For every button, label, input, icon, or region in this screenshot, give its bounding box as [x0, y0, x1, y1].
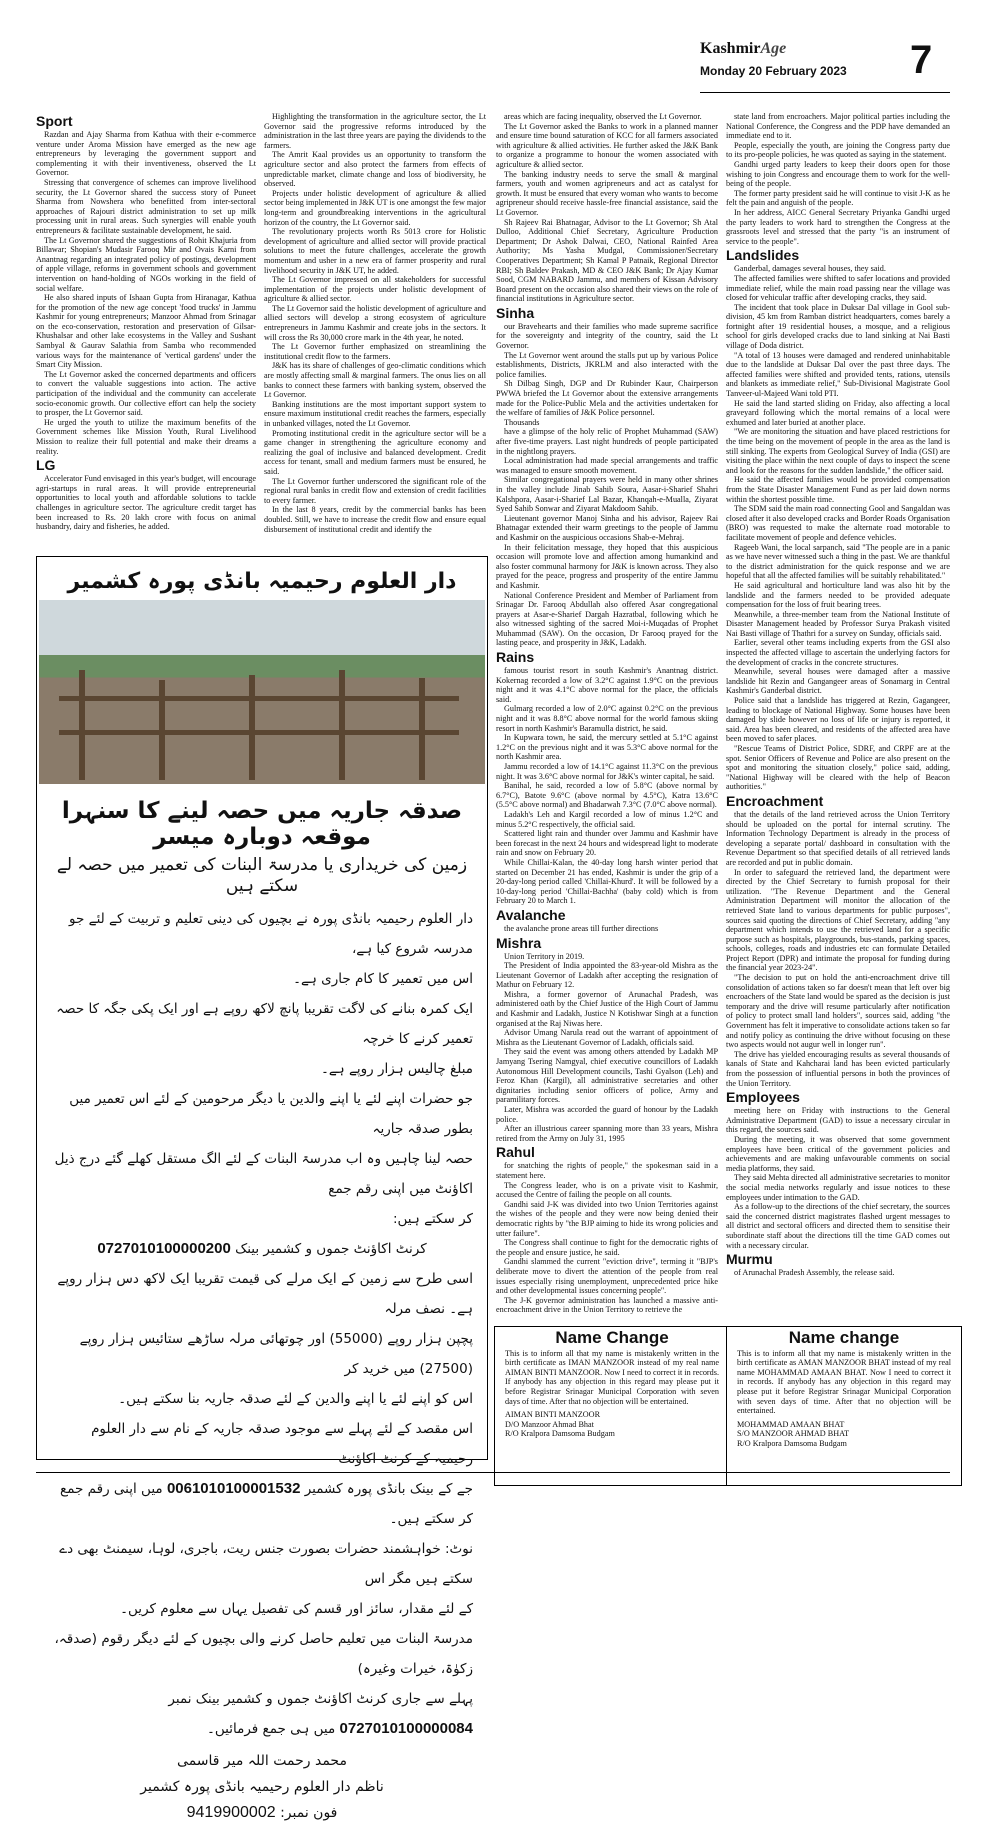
newspaper-logo: KashmirAge [700, 40, 787, 57]
paragraph: The Lt Governor went around the stalls put up by various Police establishments, Districts, JKRLM and also interacted with the police families. [496, 350, 718, 379]
photo-beam [59, 730, 459, 735]
article-column-2 [264, 112, 486, 552]
notice-body: This is to inform all that my name is mistakenly written in the birth certificate as IMAN MANZOOR instead of my real name AIMAN BINTI MANZOOR. Now I need to correct it in records. If anybody has any objection in this regard may please put it before Registrar Srinagar Municipal Corporation with seven days of time. After that no objection will be entertained. [505, 1348, 719, 1406]
signature-address: R/O Kralpora Damsoma Budgam [505, 1429, 615, 1439]
paragraph: Gandhi said J-K was divided into two Union Territories against the wishes of the people and they were now being denied their democratic rights by "the BJP aiming to hide its wrong policies and utter failure". [496, 1199, 718, 1238]
paragraph: Gandhi urged party leaders to keep their doors open for those wishing to join Congress and encourage them to work for the well-being of the people. [726, 159, 950, 189]
paragraph: The Amrit Kaal provides us an opportunity to transform the agriculture sector and also protect the farmers from effects of unpredictable market, climate change and loss of biodiversity, he observed. [264, 150, 486, 189]
paragraph: The former party president said he will continue to visit J-K as he felt the pain and anguish of the people. [726, 188, 950, 208]
paragraph: During the meeting, it was observed that some government employees have been critical of the government policies and achievements and are making unfavourable comments on social media platforms, they said. [726, 1134, 950, 1173]
ad-account-line [51, 1474, 473, 1534]
ad-text-line: پچپن ہزار روپے (55000) اور چوتھائی مرلہ ساڑھے ستائیس ہزار روپے (27500) میں خرید کر [79, 1331, 473, 1377]
paragraph: Mishra, a former governor of Arunachal Pradesh, was administered oath by the Chief Justice of the High Court of Jammu and Kashmir and Ladakh, Justice N Kotishwar Singh at a function organised at the Raj Niwas here. [496, 989, 718, 1028]
paragraph: Sh Dilbag Singh, DGP and Dr Rubinder Kaur, Chairperson PWWA briefed the Lt Governor about the extensive arrangements made for the Police-Public Mela and the activities undertaken for the welfare of families of J&K Police personnel. [496, 379, 718, 418]
paragraph: They said the event was among others attended by Ladakh MP Jamyang Tsering Namgyal, chief executive councillors of Ladakh Autonomous Hill Development councils, Tashi Gyalson (Leh) and Feroz Khan (Kargil), all administrative secretaries and other dignitaries including senior officers of police, Army and paramilitary forces. [496, 1047, 718, 1105]
paragraph: He urged the youth to utilize the maximum benefits of the Government schemes like Mission Youth, Rural Livelihood Mission to realize their full potential and make their dreams a reality. [36, 417, 256, 456]
paragraph: Promoting institutional credit in the agriculture sector will be a game changer in strengthening the agriculture economy and realizing the goal of inclusive and balanced development. Credit access for tenant, small and medium farmers must be ensured, he said. [264, 428, 486, 476]
ad-text-line: اس مقصد کے لئے پہلے سے موجود صدقہ جاریہ کے نام سے دار العلوم رحیمیہ کے کرنٹ اکاؤنٹ [91, 1421, 473, 1467]
construction-photo [39, 600, 485, 784]
paragraph: In her address, AICC General Secretary Priyanka Gandhi urged the party leaders to work hard to strengthen the Congress at the grassroots level and stressed that the party "is an instrument of service to the people". [726, 207, 950, 246]
paragraph: Similar congregational prayers were held in many other shrines in the valley include Jinab Sahib Soura, Aasar-i-Sharief Shahri Kalshpora, Aasar-i-Sharief Lal Bazar, Khanqah-e-Mualla, Ziyarat Syed Sahib Sonwar and Ziyarat Makdoom Sahib. [496, 475, 718, 514]
paragraph: He also shared inputs of Ishaan Gupta from Hiranagar, Kathua for the promotion of the new age concept 'food trucks' in Jammu Kashmir for young entrepreneurs; Manzoor Ahmad from Srinagar on the eco-conservation, restoration and preservation of Gilsar-Khushalsar and other lake ecosystems in the Valley and Sushant Sambyal & Gaurav Salathia from Samba who recommended various ways for the maintenance of 'vertical gardens' under the Smart City Mission. [36, 293, 256, 370]
ad-headline: صدقہ جاریہ میں حصہ لینے کا سنہرا موقعہ دوبارہ میسر [61, 798, 463, 850]
paragraph: Thousands [504, 417, 540, 427]
ad-account-line [51, 1684, 473, 1744]
paragraph: Razdan and Ajay Sharma from Kathua with their e-commerce venture under Aroma Mission have emerged as the new age entrepreneurs by leveraging the government support and complementing it with their inventiveness, observed the Lt Governor. [36, 130, 256, 178]
paragraph: Meanwhile, a three-member team from the National Institute of Disaster Management headed by Professor Surya Prakash visited Nai Basti village of Thathri for a survey on Sunday, officials said. [726, 609, 950, 638]
section-heading-mishra: Mishra [496, 934, 542, 951]
paragraph: our Bravehearts and their families who made supreme sacrifice for the sovereignty and integrity of the country, said the Lt Governor. [496, 321, 718, 351]
paragraph: The Lt Governor further emphasized on streamlining the institutional credit flow to the farmers. [264, 342, 486, 361]
ad-text-line: ایک کمرہ بنانے کی لاگت تقریبا پانچ لاکھ روپے ہے اور ایک پکی جگہ کا حصہ تعمیر کرنے کا خرچہ [56, 1001, 473, 1047]
ad-text-line: اسی طرح سے زمین کے ایک مرلے کی قیمت تقریبا ایک لاکھ دس ہزار روپے ہے۔ نصف مرلہ [57, 1271, 473, 1317]
photo-pillar [419, 678, 425, 780]
ad-text-line: دار العلوم رحیمیہ بانڈی پورہ نے بچیوں کی دینی تعلیم و تربیت کے لئے جو مدرسہ شروع کیا ہے، [69, 911, 473, 957]
paragraph: People, especially the youth, are joining the Congress party due to its pro-people policies, he was quoted as saying in the statement. [726, 140, 950, 160]
section-heading-rahul: Rahul [496, 1144, 535, 1161]
paragraph: Sh Rajeev Rai Bhatnagar, Advisor to the Lt Governor; Sh Atal Dulloo, Additional Chief Secretary, Agriculture Production Department; Dr Ashok Dalwai, CEO, National Rainfed Area Authority; Ms Yasha Mudgal, Commissioner/Secretary Cooperatives Department; Sh Kamal P Patnaik, Regional Director RBI; Sh Baldev Prakash, MD & CEO J&K Bank; Dr Ajay Kumar Sood, CGM NABARD Jammu, and members of Kissan Advisory Board present on the occasion also shared their views on the role of financial institutions in Agriculture sector. [496, 217, 718, 304]
paragraph: Gandhi slammed the current "eviction drive", terming it "BJP's deliberate move to divert the attention of the people from real issues especially rising unemployment, unprecedented price hike and other developmental issues concerning people". [496, 1257, 718, 1296]
section-heading-employees: Employees [726, 1089, 800, 1106]
article-column-4 [726, 112, 950, 1318]
notice-signature [505, 1410, 719, 1439]
paragraph: After an illustrious career spanning more than 33 years, Mishra retired from the Army on July 31, 1995 [496, 1124, 718, 1143]
paragraph: "A total of 13 houses were damaged and rendered uninhabitable due to the landslide at Duksar Dal over the past three days. The affected families were shifted and provided tents, rations, utensils and blankets as immediate relief," Sub-Divisional Magistrate Gool Tanveer-ul-Majeed Wani told PTI. [726, 350, 950, 399]
paragraph: the avalanche prone areas till further directions [504, 923, 659, 933]
paragraph: The revolutionary projects worth Rs 5013 crore for Holistic development of agriculture and allied sector will provide practical solutions to meet the future challenges, accelerate the growth momentum and usher in a new era of farmer prosperity and rural livelihood security in J&K UT, he added. [264, 227, 486, 275]
paragraph: famous tourist resort in south Kashmir's Anantnag district. Kokernag recorded a low of 3.2°C against 1.9°C on the previous night and it was 4.1°C above normal for the place, the officials said. [496, 666, 718, 704]
paragraph: areas which are facing inequality, observed the Lt Governor. [504, 112, 702, 121]
account-number: 0061010100001532 [166, 1480, 301, 1497]
paragraph: In their felicitation message, they hoped that this auspicious occasion will promote love and affection among humankind and also foster communal harmony for J&K is known across. They also prayed for the peace, progress and prosperity of the entire Jammu and Kashmir. [496, 542, 718, 590]
ad-text-fragment: جے کے بینک بانڈی پورہ کشمیر [304, 1481, 473, 1497]
paragraph: The Congress leader, who is on a private visit to Kashmir, accused the Centre of failing the people on all counts. [496, 1180, 718, 1200]
signature-address: R/O Kralpora Damsoma Budgam [737, 1438, 847, 1448]
paragraph: state land from encroachers. Major political parties including the National Conference, the Congress and the PDP have demanded an immediate end to it. [726, 112, 950, 141]
paragraph: They said Mehta directed all administrative secretaries to monitor the social media networks regularly and issue notices to these employees under intimation to the GAD. [726, 1173, 950, 1202]
paragraph: Rageeb Wani, the local sarpanch, said "The people are in a panic as we have never witnessed such a thing in the past. We are thankful to the district administration for the quick response and we are hopeful that all the affected families will be suitably rehabilitated." [726, 542, 950, 581]
section-heading-encroachment: Encroachment [726, 792, 824, 809]
ad-text-fragment: پہلے سے جاری کرنٹ اکاؤنٹ جموں و کشمیر بینک نمبر [168, 1691, 473, 1707]
paragraph: Jammu recorded a low of 14.1°C against 11.3°C on the previous night. It was 3.6°C above normal for J&K's winter capital, he said. [496, 762, 718, 781]
name-change-notice-2 [726, 1326, 962, 1486]
paragraph: He said the affected families would be provided compensation from the State Disaster Management Fund as per laid down norms within the shortest possible time. [726, 475, 950, 504]
paragraph: have a glimpse of the holy relic of Prophet Muhammad (SAW) after five-time prayers. Last night hundreds of people participated in the nightlong prayers. [496, 427, 718, 456]
ad-text-line: کے لئے مقدار، سائز اور قسم کی تفصیل یہاں سے معلوم کریں۔ [120, 1601, 473, 1617]
paragraph: He said the land started sliding on Friday, also affecting a local graveyard following which the mortal remains of a local were exhumed and later buried at another place. [726, 398, 950, 427]
notice-signature [737, 1420, 951, 1449]
ad-text-line: اس کو اپنے لئے یا اپنے والدین کے لئے صدقہ جاریہ بنا سکتے ہیں۔ [118, 1391, 473, 1407]
paragraph: Earlier, several other teams including experts from the GSI also inspected the affected village to ascertain the underlying factors for the development of cracks in the concrete structures. [726, 638, 950, 667]
paragraph: In Kupwara town, he said, the mercury settled at 5.1°C against 1.2°C on the previous night and it was 5.3°C above normal for the north Kashmir area. [496, 733, 718, 762]
paragraph: He said agricultural and horticulture land was also hit by the landslide and the farmers needed to be provided adequate compensation for the loss of fruit bearing trees. [726, 580, 950, 610]
paragraph: The Lt Governor shared the suggestions of Rohit Khajuria from Billawar; Shopian's Mudasir Farooq Mir and Ovais Karni from Anantnag regarding an integrated policy of postings, development of apple village, reforms in government schools and government intervention on hand-holding of NGOs working in the field of social welfare. [36, 235, 256, 293]
ad-text-line: جو حضرات اپنے لئے یا اپنے والدین یا دیگر مرحومین کے لئے اس تعمیر میں بطور صدقہ جاریہ [69, 1091, 473, 1137]
paragraph: Ganderbal, damages several houses, they said. [734, 264, 886, 274]
paragraph: for snatching the rights of people," the spokesman said in a statement here. [496, 1161, 718, 1180]
paragraph: The Lt Governor further underscored the significant role of the regional rural banks in credit flow and extension of credit facilities to every farmer. [264, 476, 486, 505]
ad-account-line [51, 1234, 473, 1264]
paragraph: Accelerator Fund envisaged in this year's budget, will encourage agri-startups in rural areas. It will provide entrepreneurial opportunities to local youth and affordable solutions to tackle challenges in agriculture sector. The agriculture credit target has been increased to Rs. 20 lakh crore with focus on animal husbandry, dairy and fisheries, he added. [36, 474, 256, 532]
paragraph: The SDM said the main road connecting Gool and Sangaldan was closed after it also developed cracks and Border Roads Organisation (BRO) was requested to make the alternate road motorable to facilitate movement of people and defence vehicles. [726, 504, 950, 542]
paragraph: of Arunachal Pradesh Assembly, the release said. [734, 1268, 895, 1278]
paragraph: J&K has its share of challenges of geo-climatic conditions which are mostly affecting small & marginal farmers. The onus lies on all banks to connect these farmers with banking system, observed the Lt Governor. [264, 361, 486, 400]
paragraph: Scattered light rain and thunder over Jammu and Kashmir have been forecast in the next 24 hours and widespread light to moderate rain and snow on February 20. [496, 829, 718, 858]
paragraph: In order to safeguard the retrieved land, the department were directed by the Chief Secretary to furnish proposal for their utilization. "The Revenue Department and the General Administration Department will monitor the allocation of the retrieved State land to various departments for public purposes", sources said quoting the directions of Chief Secretary, adding "any department which intends to use the retrieved land for a specific purpose such as hospitals, playgrounds, bus-stands, parking spaces, schools, colleges, roads and industries etc can formulate Detailed Project Report (DPR) and intimate the proposal for funding during the financial year 2023-24". [726, 867, 950, 973]
phone-label: فون نمبر: [280, 1805, 338, 1821]
photo-pillar [249, 675, 255, 780]
signature-name: MOHAMMAD AMAAN BHAT [737, 1419, 845, 1429]
paragraph: The President of India appointed the 83-year-old Mishra as the Lieutenant Governor of Ladakh after accepting the resignation of Mathur on February 12. [496, 961, 718, 990]
paragraph: Union Territory in 2019. [504, 951, 585, 961]
paragraph: The Congress shall continue to fight for the democratic rights of the people and ensure justice, he said. [496, 1238, 718, 1257]
section-heading-rains: Rains [496, 649, 535, 666]
section-heading-avalanche: Avalanche [496, 906, 566, 923]
paragraph: The incident that took place in Duksar Dal village in Gool sub-division, 45 km from Ramban district headquarters, comes barely a fortnight after 19 residential houses, a mosque, and a religious school for girls developed cracks due to land sinking at Nai Basti village of Doda district. [726, 302, 950, 351]
paragraph: The drive has yielded encouraging results as several thousands of kanals of State and Kahcharai land has been evicted particularly from the possession of influential persons in both the provinces of the Union Territory. [726, 1049, 950, 1088]
ad-text-line: مدرسۃ البنات میں تعلیم حاصل کرنے والی بچیوں کے لئے دیگر رقوم (صدقہ، زکوٰۃ، خیرات وغیرہ) [54, 1631, 473, 1677]
name-change-notice-1 [494, 1326, 730, 1486]
paragraph: Banihal, he said, recorded a low of 5.8°C (above normal by 6.7°C), Batote 9.6°C (above normal by 4.5°C), Katra 13.6°C (5.5°C above normal) and Bhadarwah 7.3°C (7.0°C above normal). [496, 781, 718, 810]
ad-signatory-name: محمد رحمت اللہ میر قاسمی [177, 1753, 347, 1769]
section-heading-sinha: Sinha [496, 304, 535, 321]
notice-body: This is to inform all that my name is mistakenly written in the birth certificate as AMAN MANZOOR BHAT instead of my real name MOHAMMAD AMAAN BHAT. Now I need to correct it in records. If anybody has any objection in this regard may please put it before Registrar Srinagar Municipal Corporation with seven days of time. After that no objection will be entertained. [737, 1348, 951, 1416]
notice-title: Name Change [555, 1328, 669, 1347]
paragraph: Local administration had made special arrangements and traffic was managed to ensure smooth movement. [496, 456, 718, 475]
page-bottom-divider [36, 1472, 950, 1473]
section-heading-sport: Sport [36, 113, 73, 129]
ad-phone-line [37, 1800, 487, 1826]
paragraph: Stressing that convergence of schemes can improve livelihood security, the Lt Governor shared the success story of Puneet Sharma from Nowshera who benefitted from inter-sectoral approaches of Rajouri district administration to set up milk processing unit in rural areas. Such synergies will enable youth entrepreneurs & facilitate sustainable development, he said. [36, 177, 256, 235]
paragraph: Later, Mishra was accorded the guard of honour by the Ladakh police. [496, 1105, 718, 1124]
ad-title: دار العلوم رحیمیہ بانڈی پورہ کشمیر [67, 569, 457, 594]
account-number: 0727010100000200 [97, 1240, 231, 1257]
paragraph: In the last 8 years, credit by the commercial banks has been doubled. Still, we have to increase the credit flow and ensure equal disbursement of institutional credit and identify the [264, 505, 486, 534]
signature-parent: S/O MANZOOR AHMAD BHAT [737, 1429, 850, 1439]
paragraph: As a follow-up to the directions of the chief secretary, the sources said the concerned district magistrates flashed urgent messages to all district and sectoral officers and directed them to sensitise their subordinate staff about the directions till the time GAD comes out with a necessary circular. [726, 1202, 950, 1250]
paragraph: The banking industry needs to serve the small & marginal farmers, youth and women agripreneurs and act as catalyst for growth. It must be ensured that every woman who wants to become agripreneur should receive hassle-free financial assistance, said the Lt Governor. [496, 169, 718, 217]
paragraph: Projects under holistic development of agriculture & allied sector being implemented in J&K UT is one amongst the few major long-term and groundbreaking interventions in the agricultural horizon of the country, the Lt Governor said. [264, 188, 486, 227]
paragraph: Lieutenant governor Manoj Sinha and his advisor, Rajeev Rai Bhatnagar extended their warm greetings to the people of Jammu and Kashmir on the auspicious occasions Shab-e-Mehraj. [496, 513, 718, 542]
ad-text-line: اس میں تعمیر کا کام جاری ہے۔ [293, 971, 473, 987]
paragraph: National Conference President and Member of Parliament from Srinagar Dr. Farooq Abdullah also offered Asar congregational prayers at Asar-e-Sharief Dargah Hazratbal, following which he also witnessed sighting of the sacred Moi-i-Muqadas of Prophet Muhammad (SAW). On the occasion, Dr Farooq prayed for the lasting peace, and prosperity in J&K, Ladakh. [496, 590, 718, 648]
ad-text-line: کر سکتے ہیں: [392, 1211, 473, 1227]
issue-date: Monday 20 February 2023 [700, 64, 847, 78]
paragraph: Advisor Umang Narula read out the warrant of appointment of Mishra as the Lieutenant Governor of Ladakh, officials said. [496, 1028, 718, 1047]
paragraph: While Chillai-Kalan, the 40-day long harsh winter period that started on December 21 has ended, Kashmir is under the grip of a 20-day-long period called 'Chillai-Khurd'. It will be followed by a 10-day-long period 'Chillai-Bachha' (baby cold) which is from February 20 to March 1. [496, 857, 718, 906]
paragraph: Banking institutions are the most important support system to ensure maximum institutional credit reaches the farmers, especially in unbanked villages, noted the Lt Governor. [264, 399, 486, 428]
paragraph: Police said that a landslide has triggered at Rezin, Gagangeer, leading to blockage of National Highway. Some houses have been damaged by slide however no loss of life or injury is reported, it said. Area has been cleared, and residents of the affected area have been moved to safer places. [726, 696, 950, 744]
photo-pillar [79, 670, 85, 780]
paragraph: "The decision to put on hold the anti-encroachment drive till consolidation of actions taken so far doesn't mean that left over big encroachers of the State land would be spared as the decision is just temporary and the drive will resume particularly after notification of policy to protect small land holders", sources said, adding "the Government has felt it imperative to consolidate actions taken so far and notify policy as continuing the drive without focusing on these two aspects would not augur well in longer run". [726, 973, 950, 1050]
paragraph: The Lt Governor asked the concerned departments and officers to convert the valuable suggestions into action. The active participation of the individual and the community can accelerate socio-economic growth. Our collective effort can help the society to prosper, the Lt Governor said. [36, 369, 256, 418]
ad-signatory-title: ناظم دار العلوم رحیمیہ بانڈی پورہ کشمیر [140, 1779, 384, 1795]
ad-text-line: مبلغ چالیس ہزار روپے ہے۔ [320, 1061, 473, 1077]
paragraph: The J-K governor administration has launched a massive anti-encroachment drive in the Union Territory to retrieve the [496, 1295, 718, 1315]
article-column-1 [36, 112, 256, 552]
account-label: کرنٹ اکاؤنٹ جموں و کشمیر بینک [235, 1241, 427, 1257]
section-heading-lg: LG [36, 457, 56, 474]
photo-pillar [339, 670, 345, 780]
signature-name: AIMAN BINTI MANZOOR [505, 1410, 601, 1420]
paragraph: "Rescue Teams of District Police, SDRF, and CRPF are at the spot. Senior Officers of Revenue and Police are also present on the spot and monitoring the situation closely," police said, adding, "National Highway will be cleared with the help of Beacon authorities." [726, 744, 950, 792]
paragraph: meeting here on Friday with instructions to the General Administrative Department (GAD) to issue a necessary circular in this regard, the sources said. [726, 1106, 950, 1135]
paragraph: The Lt Governor impressed on all stakeholders for successful implementation of the projects under holistic development of agriculture & allied sector. [264, 275, 486, 304]
article-column-3 [496, 112, 718, 1318]
paragraph: The affected families were shifted to safer locations and provided immediate relief, while the main road passing near the village was closed for vehicular traffic after developing cracks, they said. [726, 273, 950, 303]
page-number: 7 [910, 38, 933, 82]
paragraph: that the details of the land retrieved across the Union Territory should be uploaded on the portal for internal scrutiny. The Information Technology Department is already in the process of developing a separate portal/ dashboard in consultation with the Revenue Department so that specified details of all retrieved lands are recorded and put in public domain. [726, 809, 950, 867]
ad-text-fragment: میں اپنی رقم جمع کر سکتے ہیں۔ [60, 1481, 473, 1527]
ad-text-line: نوٹ: خواہشمند حضرات بصورت جنس ریت، باجری، لوہا، سیمنٹ بھی دے سکتے ہیں مگر اس [59, 1541, 473, 1587]
signature-parent: D/O Manzoor Ahmad Bhat [505, 1419, 594, 1429]
paragraph: The Lt Governor said the holistic development of agriculture and allied sectors will develop a strong ecosystem of agriculture entrepreneurs in Jammu Kashmir and create jobs in the sectors. It will cross the Rs 30,000 crore mark in the 4th year, he noted. [264, 303, 486, 342]
section-heading-landslides: Landslides [726, 247, 800, 264]
ad-text-fragment: میں ہی جمع فرمائیں۔ [207, 1721, 336, 1737]
paragraph: Gulmarg recorded a low of 2.0°C against 0.2°C on the previous night and it was 8.8°C above normal for the world famous skiing resort in north Kashmir's Baramulla district, he said. [496, 704, 718, 733]
masthead-divider [700, 92, 950, 93]
paragraph: Meanwhile, several houses were damaged after a massive landslide hit Rezin and Gangangeer areas of Sonamarg in Central Kashmir's Ganderbal district. [726, 667, 950, 696]
ad-subheadline: زمین کی خریداری یا مدرسۃ البنات کی تعمیر میں حصہ لے سکتے ہیں [56, 855, 468, 896]
section-heading-murmu: Murmu [726, 1251, 773, 1268]
ad-text-line: حصہ لینا چاہیں وہ اب مدرسۃ البنات کے لئے الگ مستقل کھلے گئے درج ذیل اکاؤنٹ میں اپنی رقم جمع [54, 1151, 473, 1197]
urdu-advertisement [36, 556, 488, 1821]
paragraph: Highlighting the transformation in the agriculture sector, the Lt Governor said the progressive reforms introduced by the administration in the last three years are paying the dividends to the farmers. [264, 112, 486, 150]
paragraph: The Lt Governor asked the Banks to work in a planned manner and ensure time bound saturation of KCC for all farmers associated with agriculture & allied activities. He further asked the J&K Bank to organize a programme to honour the women associated with agriculture & allied sector. [496, 121, 718, 169]
photo-beam [59, 696, 459, 701]
paragraph: "We are monitoring the situation and have placed restrictions for the time being on the movement of people in the area as the land is still sinking. The experts from Geological Survey of India (GSI) are visiting the place within the next couple of days to inspect the scene and look for the reasons for the sudden landslide," the officer said. [726, 427, 950, 475]
notice-title: Name change [788, 1328, 900, 1347]
paragraph: Ladakh's Leh and Kargil recorded a low of minus 1.2°C and minus 5.2°C respectively, the official said. [496, 809, 718, 829]
phone-number: 9419900002 [186, 1804, 276, 1821]
account-number: 0727010100000084 [339, 1720, 473, 1737]
